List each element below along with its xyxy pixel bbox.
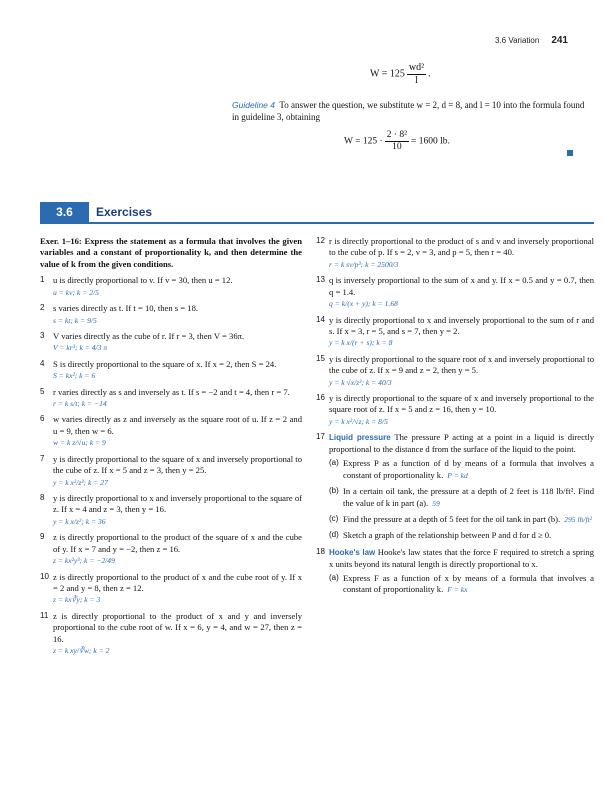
- ex18-part-a: [329, 573, 594, 596]
- exercise-number: 12: [316, 236, 325, 245]
- ex17-part-b: [329, 486, 594, 509]
- part-label: (a): [329, 572, 339, 582]
- exercise-answer: y = k x²/z³; k = 27: [53, 477, 108, 487]
- exercise-1: [40, 275, 302, 298]
- header-section: 3.6 Variation: [494, 36, 540, 45]
- exercise-text: z is directly proportional to the product of x and y and inversely proportional to the cube root of w. If x = 6, y = 4, and w = 27, then z = 16.: [53, 610, 302, 644]
- exercise-7: [40, 454, 302, 488]
- section-banner: [40, 202, 594, 224]
- exercise-number: 1: [40, 275, 45, 285]
- exercise-14: [316, 315, 594, 349]
- part-text: Find the pressure at a depth of 5 feet for the oil tank in part (b).: [343, 514, 561, 525]
- exercise-number: 15: [316, 353, 325, 363]
- part-answer: F = kx: [447, 585, 468, 595]
- exercise-8: [40, 493, 302, 527]
- exercise-number: 18: [316, 546, 325, 556]
- exercise-12: [316, 236, 594, 270]
- exercise-number: 7: [40, 453, 45, 463]
- exercise-17-parts: [329, 458, 594, 542]
- eq-numerator: wd²: [408, 62, 425, 73]
- exercise-18-parts: [329, 573, 594, 596]
- section-number: 3.6: [40, 202, 89, 222]
- exercise-text: y is directly proportional to the square of x and inversely proportional to the square root of z. If x = 5 and z = 16, then y = 10.: [329, 393, 594, 415]
- exercise-number: 11: [40, 610, 49, 620]
- exercise-text: y is directly proportional to the square of x and inversely proportional to the cube of z. If x = 5 and z = 3, then y = 25.: [53, 453, 302, 476]
- exercise-answer: u = kv; k = 2/5: [53, 287, 99, 297]
- exercise-number: 9: [40, 532, 45, 542]
- exercise-text: z is directly proportional to the product of x and the cube root of y. If x = 2 and y = 8, then z = 12.: [53, 571, 302, 593]
- guideline-text: To answer the question, we substitute w = 2, d = 8, and l = 10 into the formula found in guideline 3, obtaining: [232, 100, 585, 122]
- part-text: Express P as a function of d by means of a formula that involves a constant of proportionality k.: [343, 458, 594, 480]
- eq2-rhs: = 1600 lb.: [410, 136, 450, 147]
- exercise-number: 13: [316, 275, 325, 285]
- part-answer: 295 lb/ft²: [564, 515, 592, 525]
- exercise-topic-label: Liquid pressure: [329, 433, 391, 443]
- exercise-number: 17: [316, 432, 325, 442]
- exercise-2: [40, 303, 302, 326]
- end-of-example-mark: [567, 150, 573, 156]
- exercise-answer: y = k x/(r + s); k = 8: [329, 338, 393, 348]
- exercise-answer: y = k √x/z³; k = 40/3: [329, 377, 392, 387]
- running-header: [495, 34, 568, 47]
- exercise-text: r varies directly as s and inversely as t. If s = −2 and t = 4, then r = 7.: [53, 386, 290, 397]
- eq2-numerator: 2 · 8²: [386, 130, 407, 140]
- exercise-answer: V = kr³; k = 4/3 π: [53, 343, 108, 353]
- part-answer: 59: [432, 498, 440, 508]
- exercise-15: [316, 354, 594, 388]
- ex17-part-d: [329, 530, 594, 541]
- exercise-list-right: [316, 236, 594, 427]
- exercise-text: Hooke's law states that the force F required to stretch a spring x units beyond its natural length is directly proportional to x.: [329, 546, 594, 569]
- exercise-text: r is directly proportional to the product of s and v and inversely proportional to the cube of p. If s = 2, v = 3, and p = 5, then r = 40.: [329, 236, 594, 258]
- exercise-answer: z = k xy/∛w; k = 2: [53, 646, 110, 656]
- exercise-number: 10: [40, 571, 49, 581]
- exercise-6: [40, 414, 302, 448]
- part-label: (b): [329, 486, 339, 496]
- exercise-number: 16: [316, 393, 325, 403]
- exercise-answer: s = kt; k = 9/5: [53, 315, 97, 325]
- exercise-text: z is directly proportional to the product of the square of x and the cube of y. If x = 7 and y = −2, then z = 16.: [53, 532, 302, 554]
- exercise-topic-label: Hooke's law: [329, 547, 376, 557]
- exercise-9: [40, 532, 302, 566]
- exercise-5: [40, 387, 302, 410]
- part-answer: P = kd: [447, 470, 468, 480]
- exercise-4: [40, 359, 302, 382]
- exercise-text: The pressure P acting at a point in a liquid is directly proportional to the distance d from the surface of the liquid to the point.: [329, 432, 594, 454]
- eq-denominator: l: [415, 74, 418, 86]
- eq2-lhs: W = 125 ·: [344, 136, 383, 147]
- exercise-list-left: [40, 275, 302, 656]
- exercise-number: 4: [40, 358, 45, 368]
- exercise-text: y is directly proportional to x and inversely proportional to the sum of r and s. If x = 3, r = 5, and s = 7, then y = 2.: [329, 314, 594, 336]
- exercise-answer: q = k/(x + y); k = 1.68: [329, 299, 398, 309]
- exercise-13: [316, 275, 594, 309]
- exercise-answer: r = k sv/p³; k = 2500/3: [329, 259, 399, 269]
- exercise-number: 8: [40, 493, 45, 503]
- exercise-text: w varies directly as z and inversely as the square root of u. If z = 2 and u = 9, then w = 6.: [53, 414, 302, 436]
- exercise-answer: y = k x/z²; k = 36: [53, 516, 106, 526]
- exercise-text: y is directly proportional to the square root of x and inversely proportional to the cube of z. If x = 9 and z = 2, then y = 5.: [329, 353, 594, 376]
- eq-fraction: [407, 62, 426, 86]
- part-label: (a): [329, 458, 339, 468]
- exercise-answer: S = kx²; k = 6: [53, 371, 96, 381]
- exercise-answer: r = k s/t; k = −14: [53, 399, 107, 409]
- exercise-answer: z = kx²y³; k = −2/49: [53, 556, 115, 566]
- exercise-number: 3: [40, 330, 45, 340]
- exercise-18: [316, 547, 594, 596]
- exercise-10: [40, 572, 302, 606]
- right-column: [316, 236, 594, 601]
- eq2-denominator: 10: [392, 141, 402, 152]
- exercise-11: [40, 611, 302, 657]
- exercise-text: q is inversely proportional to the sum of x and y. If x = 0.5 and y = 0.7, then q = 1.4.: [329, 275, 594, 297]
- exercise-number: 5: [40, 386, 45, 396]
- exercise-text: S is directly proportional to the square of x. If x = 2, then S = 24.: [53, 358, 277, 369]
- exercise-answer: w = k z/√u; k = 9: [53, 438, 106, 448]
- equation-result: [344, 130, 450, 153]
- exercise-instructions: Exer. 1–16: Express the statement as a formula that involves the given variables and a constant of proportionality k, and then determine the value of k from the given conditions.: [40, 236, 302, 269]
- page-number: 241: [551, 35, 568, 46]
- eq-period: .: [428, 68, 431, 80]
- part-label: (d): [329, 530, 339, 540]
- exercise-answer: z = kx∛y; k = 3: [53, 595, 101, 605]
- exercise-number: 2: [40, 303, 45, 313]
- section-title: Exercises: [96, 205, 153, 219]
- exercise-number: 6: [40, 414, 45, 424]
- exercise-answer: y = k x²/√z; k = 8/5: [329, 416, 388, 426]
- guideline-4: [232, 100, 592, 123]
- part-label: (c): [329, 514, 339, 524]
- eq-lhs: W = 125: [370, 68, 405, 80]
- left-column: [40, 236, 302, 662]
- exercise-16: [316, 393, 594, 427]
- exercise-text: V varies directly as the cube of r. If r = 3, then V = 36π.: [53, 330, 245, 341]
- part-text: In a certain oil tank, the pressure at a depth of 2 feet is 118 lb/ft². Find the value of k in part (a).: [343, 486, 594, 508]
- part-text: Sketch a graph of the relationship between P and d for d ≥ 0.: [343, 530, 552, 541]
- exercise-number: 14: [316, 314, 325, 324]
- eq2-fraction: [385, 130, 409, 153]
- ex17-part-a: [329, 458, 594, 481]
- ex17-part-c: [329, 514, 594, 525]
- exercise-3: [40, 331, 302, 354]
- guideline-label: Guideline 4: [232, 100, 276, 110]
- exercise-text: u is directly proportional to v. If v = 30, then u = 12.: [53, 275, 233, 286]
- exercise-text: y is directly proportional to x and inversely proportional to the square of z. If x = 4 and z = 3, then y = 16.: [53, 493, 302, 515]
- part-text: Express F as a function of x by means of a formula that involves a constant of proportionality k.: [343, 572, 594, 595]
- exercise-17: [316, 432, 594, 542]
- equation-weight: [370, 62, 431, 86]
- exercise-text: s varies directly as t. If t = 10, then s = 18.: [53, 303, 199, 314]
